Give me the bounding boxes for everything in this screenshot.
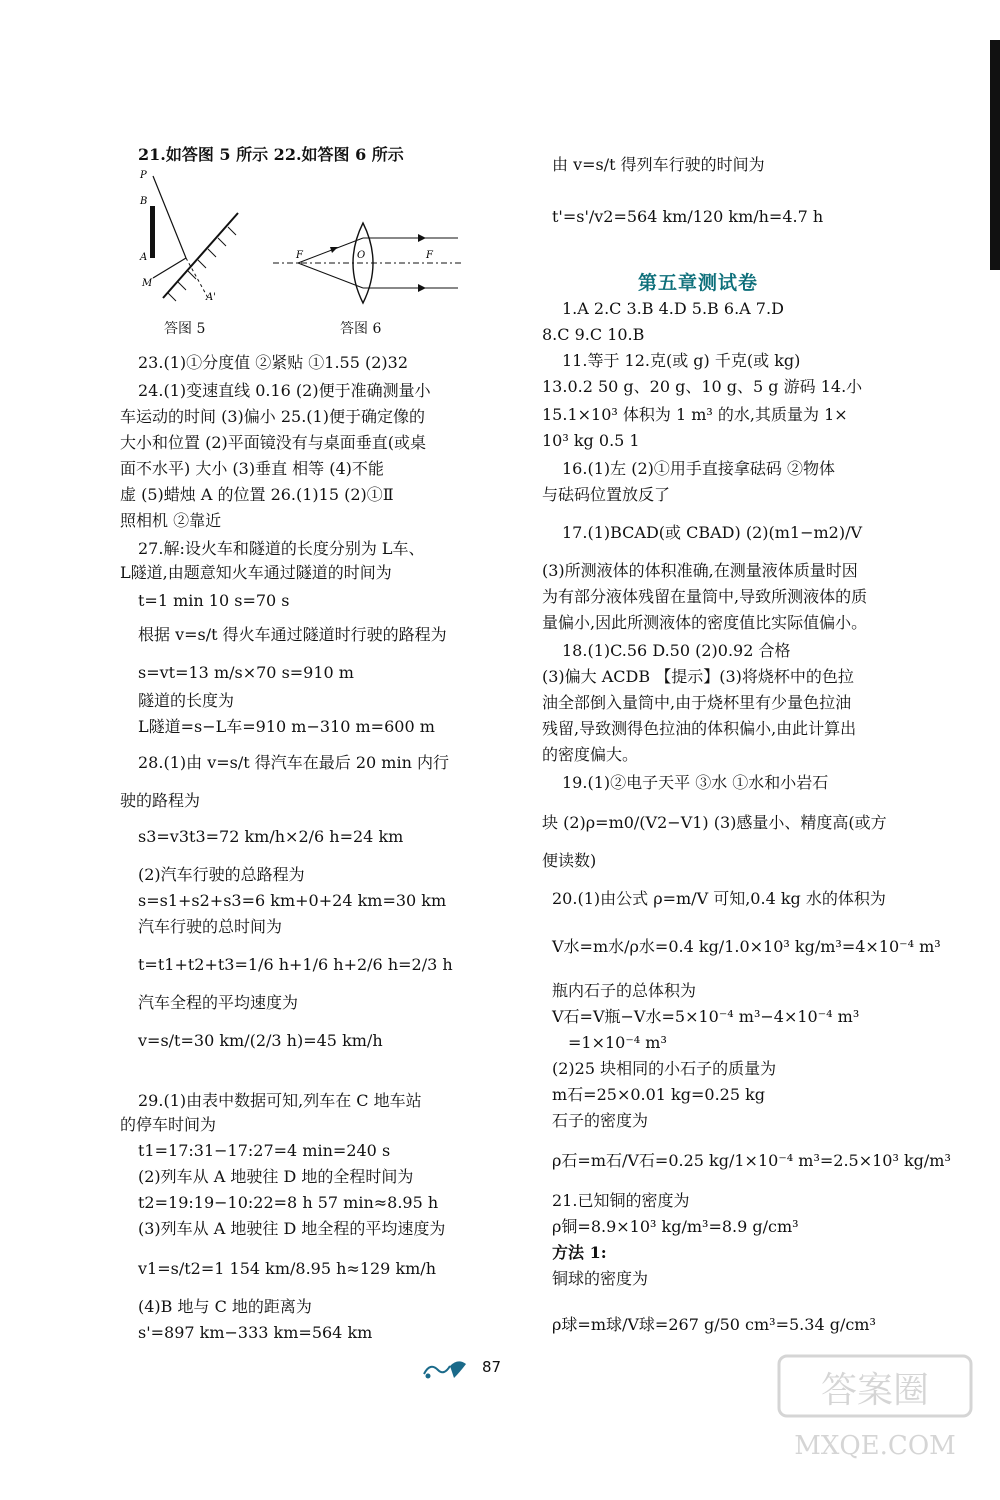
answer-27-line3: t=1 min 10 s=70 s xyxy=(138,591,290,610)
answer-24-line4: 面不水平) 大小 (3)垂直 相等 (4)不能 xyxy=(120,459,384,478)
answer-18-line2: (3)偏大 ACDB 【提示】(3)将烧杯中的色拉 xyxy=(542,667,854,686)
answer-28-line4: (2)汽车行驶的总路程为 xyxy=(138,865,305,884)
figure-5-caption: 答图 5 xyxy=(164,321,206,337)
answer-28-line6: 汽车行驶的总时间为 xyxy=(138,917,283,936)
answer-11-12: 11.等于 12.克(或 g) 千克(或 kg) xyxy=(562,351,801,370)
answer-19-line2: 块 (2)ρ=m0/(V2−V1) (3)感量小、精度高(或方 xyxy=(542,813,887,832)
answer-28-line7: t=t1+t2+t3=1/6 h+1/6 h+2/6 h=2/3 h xyxy=(138,955,453,974)
answer-15-line2: 10³ kg 0.5 1 xyxy=(542,431,640,450)
answer-20-line5: =1×10⁻⁴ m³ xyxy=(568,1033,667,1052)
answer-29-line4: (2)列车从 A 地驶往 D 地的全程时间为 xyxy=(138,1167,414,1186)
answer-28-line5: s=s1+s2+s3=6 km+0+24 km=30 km xyxy=(138,891,447,910)
answer-28-line8: 汽车全程的平均速度为 xyxy=(138,993,299,1012)
fig5-label-B: B xyxy=(140,196,148,207)
answer-27-line5: s=vt=13 m/s×70 s=910 m xyxy=(138,663,354,682)
answer-21-line2: ρ铜=8.9×10³ kg/m³=8.9 g/cm³ xyxy=(552,1217,799,1236)
answer-20-line8: 石子的密度为 xyxy=(552,1111,649,1130)
answer-29-line3: t1=17:31−17:27=4 min=240 s xyxy=(138,1141,391,1160)
answer-27-line6: 隧道的长度为 xyxy=(138,691,235,710)
figure-6-lens-diagram xyxy=(268,218,468,308)
fig5-label-P: P xyxy=(140,170,147,181)
answer-29-line8: (4)B 地与 C 地的距离为 xyxy=(138,1297,312,1316)
answer-21-method-1: 方法 1: xyxy=(552,1243,607,1262)
answer-27-line4: 根据 v=s/t 得火车通过隧道时行驶的路程为 xyxy=(138,625,447,644)
answer-24-line1: 24.(1)变速直线 0.16 (2)便于准确测量小 xyxy=(138,381,431,400)
answer-17-line4: 量偏小,因此所测液体的密度值比实际值偏小。 xyxy=(542,613,868,632)
site-watermark xyxy=(775,1350,975,1470)
chapter-5-test-title: 第五章测试卷 xyxy=(638,272,759,294)
right-mc-answers-1: 1.A 2.C 3.B 4.D 5.B 6.A 7.D xyxy=(562,299,784,318)
answer-24-line3: 大小和位置 (2)平面镜没有与桌面垂直(或桌 xyxy=(120,433,426,452)
right-edge-bar xyxy=(990,40,1000,270)
answer-19-line3: 便读数) xyxy=(542,851,597,870)
answer-17-line1: 17.(1)BCAD(或 CBAD) (2)(m1−m2)/V xyxy=(562,523,863,542)
answer-20-line9: ρ石=m石/V石=0.25 kg/1×10⁻⁴ m³=2.5×10³ kg/m³ xyxy=(552,1151,951,1170)
answer-20-line2: V水=m水/ρ水=0.4 kg/1.0×10³ kg/m³=4×10⁻⁴ m³ xyxy=(552,937,941,956)
answer-29-line5: t2=19:19−10:22=8 h 57 min≈8.95 h xyxy=(138,1193,439,1212)
answer-29-line9: s'=897 km−333 km=564 km xyxy=(138,1323,373,1342)
answer-28-line9: v=s/t=30 km/(2/3 h)=45 km/h xyxy=(138,1031,383,1050)
answer-21-22: 21.如答图 5 所示 22.如答图 6 所示 xyxy=(138,145,404,164)
answer-19-line1: 19.(1)②电子天平 ③水 ①水和小岩石 xyxy=(562,773,829,792)
fig5-label-A: A xyxy=(140,252,148,263)
answer-23: 23.(1)①分度值 ②紧贴 ①1.55 (2)32 xyxy=(138,353,409,372)
answer-15-line1: 15.1×10³ 体积为 1 m³ 的水,其质量为 1× xyxy=(542,405,848,424)
answer-24-line5: 虚 (5)蜡烛 A 的位置 26.(1)15 (2)①Ⅱ xyxy=(120,485,394,504)
answer-18-line3: 油全部倒入量筒中,由于烧杯里有少量色拉油 xyxy=(542,693,852,712)
answer-29-line1: 29.(1)由表中数据可知,列车在 C 地车站 xyxy=(138,1091,422,1110)
figure-5-mirror-diagram xyxy=(138,168,248,308)
answer-18-line1: 18.(1)C.56 D.50 (2)0.92 合格 xyxy=(562,641,791,660)
answer-16-line2: 与砝码位置放反了 xyxy=(542,485,671,504)
answer-17-line2: (3)所测液体的体积准确,在测量液体质量时因 xyxy=(542,561,858,580)
object-AB xyxy=(150,206,155,258)
answer-29-line2: 的停车时间为 xyxy=(120,1115,217,1134)
fig6-label-F-right: F xyxy=(426,250,433,261)
right-line-1: 由 v=s/t 得列车行驶的时间为 xyxy=(552,155,765,174)
answer-17-line3: 为有部分液体残留在量筒中,导致所测液体的质 xyxy=(542,587,868,606)
answer-18-line5: 的密度偏大。 xyxy=(542,745,639,764)
answer-20-line7: m石=25×0.01 kg=0.25 kg xyxy=(552,1085,766,1104)
answer-27-line2: L隧道,由题意知火车通过隧道的时间为 xyxy=(120,563,392,582)
answer-28-line2: 驶的路程为 xyxy=(120,791,201,810)
answer-16-line1: 16.(1)左 (2)①用手直接拿砝码 ②物体 xyxy=(562,459,835,478)
answer-18-line4: 残留,导致测得色拉油的体积偏小,由此计算出 xyxy=(542,719,857,738)
page-number: 87 xyxy=(482,1358,502,1376)
answer-20-line4: V石=V瓶−V水=5×10⁻⁴ m³−4×10⁻⁴ m³ xyxy=(552,1007,860,1026)
mirror-surface xyxy=(163,213,238,301)
answer-21-line5: ρ球=m球/V球=267 g/50 cm³=5.34 g/cm³ xyxy=(552,1315,876,1334)
watermark-text: 答案圈 xyxy=(820,1370,930,1411)
answer-27-line1: 27.解:设火车和隧道的长度分别为 L车、 xyxy=(138,539,425,558)
answer-24-line2: 车运动的时间 (3)偏小 25.(1)便于确定像的 xyxy=(120,407,425,426)
fig6-label-F-left: F xyxy=(296,250,303,261)
fig6-label-O: O xyxy=(357,250,366,261)
answer-27-line7: L隧道=s−L车=910 m−310 m=600 m xyxy=(138,717,435,736)
fig5-label-M: M xyxy=(142,278,153,289)
answer-20-line6: (2)25 块相同的小石子的质量为 xyxy=(552,1059,777,1078)
answer-24-line6: 照相机 ②靠近 xyxy=(120,511,222,530)
right-line-2: t'=s'/v2=564 km/120 km/h=4.7 h xyxy=(552,207,824,226)
figure-6-caption: 答图 6 xyxy=(340,321,382,337)
answer-28-line3: s3=v3t3=72 km/h×2/6 h=24 km xyxy=(138,827,404,846)
answer-29-line6: (3)列车从 A 地驶往 D 地全程的平均速度为 xyxy=(138,1219,446,1238)
fig5-label-A-prime: A' xyxy=(206,292,216,303)
footer-ornament-icon xyxy=(420,1356,472,1382)
right-mc-answers-2: 8.C 9.C 10.B xyxy=(542,325,645,344)
answer-28-line1: 28.(1)由 v=s/t 得汽车在最后 20 min 内行 xyxy=(138,753,449,772)
answer-13-14: 13.0.2 50 g、20 g、10 g、5 g 游码 14.小 xyxy=(542,377,863,396)
answer-20-line3: 瓶内石子的总体积为 xyxy=(552,981,697,1000)
svg-text:MXQE.COM: MXQE.COM xyxy=(794,1431,956,1461)
answer-21-line4: 铜球的密度为 xyxy=(552,1269,649,1288)
answer-29-line7: v1=s/t2=1 154 km/8.95 h≈129 km/h xyxy=(138,1259,436,1278)
answer-21-line1: 21.已知铜的密度为 xyxy=(552,1191,690,1210)
answer-20-line1: 20.(1)由公式 ρ=m/V 可知,0.4 kg 水的体积为 xyxy=(552,889,886,908)
